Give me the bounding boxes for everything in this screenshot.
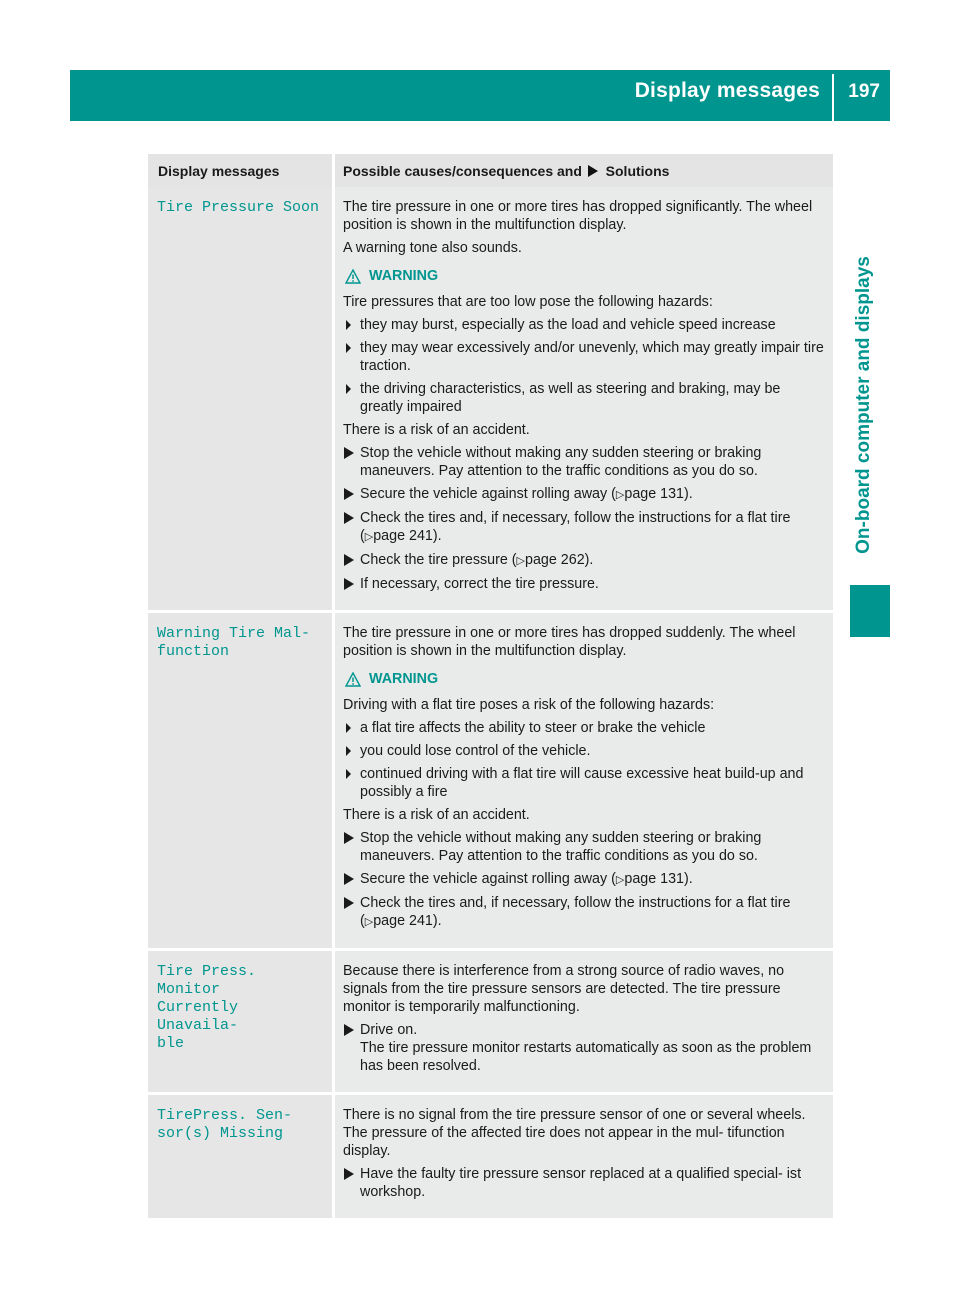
page-ref-arrow-icon: ▷: [615, 489, 625, 501]
hazard-bullet: you could lose control of the vehicle.: [343, 742, 827, 760]
step-arrow-icon: [344, 832, 354, 844]
step-text: Drive on.: [360, 1022, 418, 1038]
step-text-end: ).: [432, 528, 442, 544]
step-arrow-icon: [344, 447, 354, 459]
display-message-cell: [148, 1095, 335, 1221]
instruction-step: [343, 1021, 827, 1075]
step-text: Check the tires and, if necessary, follow the instructions for a flat tire (: [360, 510, 791, 544]
step-text: Secure the vehicle against rolling away (: [360, 486, 616, 502]
header-bar: [70, 70, 890, 121]
step-text-end: ).: [432, 913, 442, 929]
column-header-messages: Display messages: [148, 154, 335, 187]
warning-triangle-icon: [345, 672, 369, 687]
table-row: [148, 187, 833, 613]
display-message-cell: [148, 613, 335, 951]
display-message-line: ble: [157, 1035, 185, 1052]
instruction-step: [343, 1165, 827, 1201]
display-message-cell: [148, 951, 335, 1095]
step-text: Check the tire pressure (: [360, 552, 517, 568]
page-reference[interactable]: page 131: [624, 871, 685, 887]
page-ref-arrow-icon: ▷: [364, 531, 374, 543]
step-text: Stop the vehicle without making any sudden steering or braking maneuvers. Pay attention to the traffic conditions as you do so.: [360, 445, 762, 479]
step-text: Check the tires and, if necessary, follow the instructions for a flat tire (: [360, 895, 791, 929]
display-messages-table: [148, 154, 833, 1221]
column-header-prefix: Possible causes/consequences and: [343, 162, 582, 179]
display-message-line: sor(s) Missing: [157, 1125, 284, 1142]
paragraph: The tire pressure in one or more tires has dropped suddenly. The wheel position is shown in the multifunction display.: [343, 625, 796, 659]
step-text: Have the faulty tire pressure sensor replaced at a qualified special- ist workshop.: [360, 1166, 802, 1200]
paragraph: Tire pressures that are too low pose the following hazards:: [343, 294, 713, 310]
step-text-end: ).: [584, 552, 594, 568]
step-text: Stop the vehicle without making any sudden steering or braking maneuvers. Pay attention to the traffic conditions as you do so.: [360, 830, 762, 864]
display-message-line: function: [157, 643, 230, 660]
warning-label: WARNING: [369, 671, 439, 687]
step-result-text: The tire pressure monitor restarts automatically as soon as the problem has been resolved.: [360, 1040, 812, 1074]
instruction-step: [343, 575, 827, 593]
page-reference[interactable]: page 241: [373, 528, 433, 544]
paragraph: There is a risk of an accident.: [343, 422, 530, 438]
step-arrow-icon: [344, 488, 354, 500]
warning-triangle-icon: [345, 269, 369, 284]
instruction-step: [343, 894, 827, 931]
page-section-title: Display messages: [634, 79, 820, 102]
solution-cell: [335, 187, 833, 613]
page-reference[interactable]: page 262: [525, 552, 585, 568]
step-text: Secure the vehicle against rolling away (: [360, 871, 616, 887]
chapter-label-text: On-board computer and displays: [853, 256, 874, 554]
display-message-line: Tire Pressure Soon: [157, 199, 320, 216]
paragraph: Driving with a flat tire poses a risk of the following hazards:: [343, 697, 715, 713]
solution-cell: [335, 1095, 833, 1221]
warning-heading: [345, 267, 827, 285]
header-divider: [832, 74, 834, 121]
chapter-side-label: [846, 190, 882, 620]
hazard-bullet: they may wear excessively and/or unevenly, which may greatly impair tire traction.: [343, 339, 827, 375]
paragraph: There is a risk of an accident.: [343, 807, 530, 823]
page-ref-arrow-icon: ▷: [364, 916, 374, 928]
display-message-line: Warning Tire Mal‐: [157, 625, 311, 642]
step-arrow-icon: [344, 554, 354, 566]
page-reference[interactable]: page 241: [373, 913, 433, 929]
paragraph: Because there is interference from a strong source of radio waves, no signals from the tire pressure sensors are detected. The tire pressure monitor is temporarily malfunctioning.: [343, 963, 785, 1015]
hazard-bullet: continued driving with a flat tire will cause excessive heat build-up and possibly a fire: [343, 765, 827, 801]
hazard-bullet: they may burst, especially as the load and vehicle speed increase: [343, 316, 827, 334]
table-row: [148, 613, 833, 951]
instruction-step: [343, 485, 827, 504]
display-message-cell: [148, 187, 335, 613]
instruction-step: [343, 509, 827, 546]
step-arrow-icon: [344, 897, 354, 909]
instruction-step: [343, 829, 827, 865]
paragraph: The tire pressure in one or more tires has dropped significantly. The wheel position is shown in the multifunction display.: [343, 199, 813, 233]
step-arrow-icon: [344, 1024, 354, 1036]
column-header-suffix: Solutions: [605, 162, 670, 179]
display-message-line: TirePress. Sen‐: [157, 1107, 293, 1124]
step-text-end: ).: [684, 486, 693, 502]
table-row: [148, 951, 833, 1095]
table-row: [148, 1095, 833, 1221]
play-arrow-icon: [588, 165, 598, 177]
step-arrow-icon: [344, 1168, 354, 1180]
step-arrow-icon: [344, 512, 354, 524]
solution-cell: [335, 951, 833, 1095]
chapter-marker-block: [850, 585, 890, 637]
column-header-solutions: [335, 154, 833, 187]
instruction-step: [343, 870, 827, 889]
solution-cell: [335, 613, 833, 951]
display-message-line: Currently Unavaila‐: [157, 999, 239, 1034]
page-ref-arrow-icon: ▷: [615, 874, 625, 886]
paragraph: There is no signal from the tire pressure sensor of one or several wheels. The pressure of the affected tire does not appear in the mul- tifunction display.: [343, 1107, 806, 1159]
warning-heading: [345, 670, 827, 688]
hazard-bullet: a flat tire affects the ability to steer or brake the vehicle: [343, 719, 827, 737]
display-message-line: Tire Press. Monitor: [157, 963, 257, 998]
instruction-step: [343, 444, 827, 480]
page-ref-arrow-icon: ▷: [516, 555, 526, 567]
instruction-step: [343, 551, 827, 570]
step-text-end: ).: [684, 871, 693, 887]
page-reference[interactable]: page 131: [624, 486, 685, 502]
step-text: If necessary, correct the tire pressure.: [360, 576, 599, 592]
warning-label: WARNING: [369, 268, 439, 284]
step-arrow-icon: [344, 873, 354, 885]
paragraph: A warning tone also sounds.: [343, 240, 522, 256]
table-header-row: [148, 154, 833, 187]
page-number: 197: [848, 81, 880, 102]
hazard-bullet: the driving characteristics, as well as steering and braking, may be greatly impaired: [343, 380, 827, 416]
step-arrow-icon: [344, 578, 354, 590]
